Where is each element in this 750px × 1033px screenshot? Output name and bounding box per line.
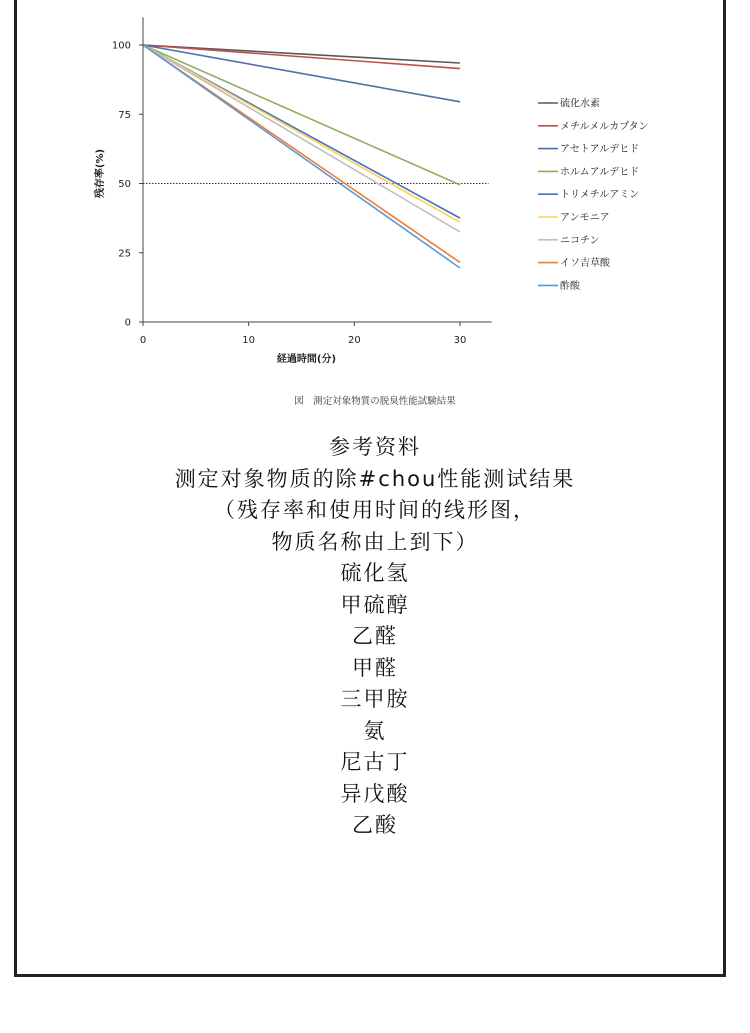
series-line-8 bbox=[143, 45, 460, 268]
y-axis-title: 残存率(%) bbox=[95, 148, 106, 199]
chart-caption: 図 測定対象物質の脱臭性能試験結果 bbox=[294, 396, 456, 407]
legend-label-6: ニコチン bbox=[560, 235, 600, 247]
x-axis-title: 経過時間(分) bbox=[276, 354, 337, 365]
note-line-2: （残存率和使用时间的线形图， bbox=[214, 498, 536, 522]
note-line-10: 尼古丁 bbox=[340, 750, 410, 774]
note-line-6: 乙醛 bbox=[352, 624, 398, 648]
note-line-8: 三甲胺 bbox=[340, 687, 410, 711]
y-tick-label: 25 bbox=[118, 248, 131, 260]
x-tick-label: 0 bbox=[139, 335, 147, 346]
y-tick-label: 50 bbox=[118, 179, 131, 190]
note-line-1: 测定对象物质的除#chou性能测试结果 bbox=[174, 466, 576, 491]
note-line-3: 物质名称由上到下） bbox=[271, 529, 479, 554]
note-line-9: 氨 bbox=[363, 718, 387, 743]
note-line-7: 甲醛 bbox=[352, 655, 398, 680]
x-tick-label: 10 bbox=[242, 335, 256, 346]
axes bbox=[93, 17, 492, 365]
y-tick-label: 100 bbox=[111, 40, 131, 52]
legend-label-7: イソ吉草酸 bbox=[560, 258, 610, 270]
legend-label-4: トリメチルアミン bbox=[560, 189, 640, 201]
legend-label-2: アセトアルデヒド bbox=[560, 144, 640, 156]
legend-label-3: ホルムアルデヒド bbox=[560, 166, 640, 178]
note-line-0: 参考资料 bbox=[329, 435, 421, 459]
legend-label-0: 硫化水素 bbox=[560, 98, 600, 110]
note-line-11: 异戊酸 bbox=[340, 781, 410, 806]
legend-label-8: 酢酸 bbox=[560, 280, 580, 292]
x-tick-label: 30 bbox=[453, 335, 467, 346]
legend-label-5: アンモニア bbox=[560, 212, 610, 224]
line-chart bbox=[0, 0, 750, 430]
series-line-5 bbox=[143, 45, 460, 222]
series-line-1 bbox=[143, 45, 460, 69]
legend-label-1: メチルメルカプタン bbox=[560, 121, 649, 133]
reference-notes bbox=[0, 432, 750, 842]
legend bbox=[538, 97, 649, 292]
y-tick-label: 75 bbox=[118, 109, 131, 121]
x-tick-label: 20 bbox=[347, 335, 361, 346]
note-line-4: 硫化氢 bbox=[340, 561, 410, 585]
note-line-12: 乙酸 bbox=[352, 813, 398, 837]
note-line-5: 甲硫醇 bbox=[340, 592, 410, 617]
series-line-3 bbox=[143, 45, 460, 185]
y-tick-label: 0 bbox=[124, 317, 131, 329]
plot-area bbox=[143, 45, 489, 268]
